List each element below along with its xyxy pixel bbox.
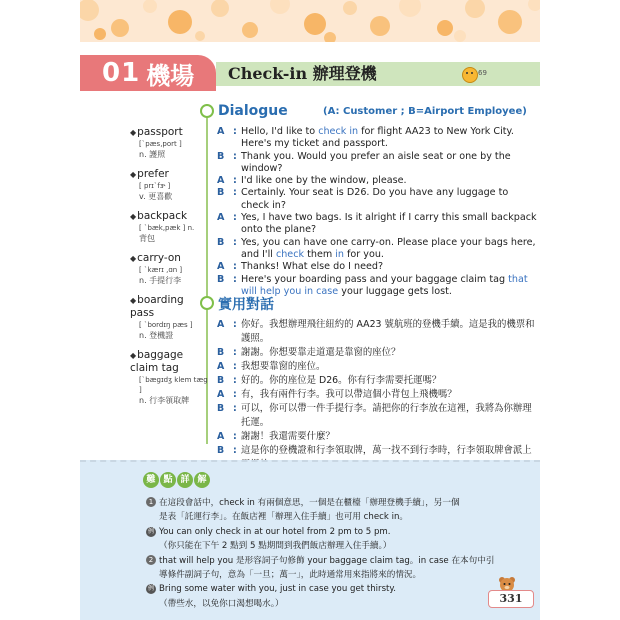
speaker-colon: : bbox=[233, 347, 237, 358]
speaker-colon: : bbox=[233, 212, 237, 224]
speaker-label: B bbox=[217, 236, 225, 248]
vocab-word-text: carry-on bbox=[137, 252, 181, 264]
vocab-word bbox=[130, 210, 208, 223]
speaker-colon: : bbox=[233, 150, 237, 162]
text-segment: Yes, I have two bags. Is it alright if I carry this small backpack onto the plane? bbox=[241, 212, 537, 236]
notes-badge-char: 難 bbox=[143, 472, 159, 488]
decor-dot bbox=[211, 0, 229, 17]
dialogue-text bbox=[241, 261, 537, 273]
vocab-word bbox=[130, 168, 208, 181]
lesson-number: 01 bbox=[102, 58, 141, 88]
note-line bbox=[146, 554, 526, 568]
decor-dot bbox=[242, 22, 258, 38]
note-text: You can only check in at our hotel from 2 pm to 5 pm. bbox=[159, 526, 391, 537]
note-line bbox=[146, 582, 526, 596]
decorative-dot-banner bbox=[80, 0, 540, 42]
vocab-ipa: [ ˋbordɪŋ pæs ] bbox=[139, 321, 193, 329]
decor-dot bbox=[304, 13, 326, 35]
speaker-colon: : bbox=[233, 431, 237, 442]
note-text: that will help you 是形容詞子句修飾 your baggage claim tag。in case 在本句中引 bbox=[159, 555, 495, 566]
speaker-label: B bbox=[217, 273, 225, 285]
speaker-label: A bbox=[217, 261, 225, 273]
chinese-text: 謝謝！我還需要什麼？ bbox=[241, 431, 335, 442]
vocab-definition: n. 行李領取牌 bbox=[139, 396, 190, 405]
vocab-entry bbox=[130, 126, 208, 160]
speaker-colon: : bbox=[233, 261, 237, 273]
page-number: 331 bbox=[488, 590, 534, 608]
chinese-line bbox=[217, 346, 537, 360]
book-page bbox=[80, 0, 540, 620]
decor-dot bbox=[270, 0, 290, 14]
note-text: 是表「託運行李」。在飯店裡「辦理入住手續」也可用 check in。 bbox=[159, 512, 409, 523]
speaker-label: A bbox=[217, 361, 225, 372]
vocab-word bbox=[130, 294, 208, 320]
speaker-colon: : bbox=[233, 319, 237, 330]
lesson-title: Check-in 辦理登機 bbox=[228, 64, 377, 83]
vocab-word-text: backpack bbox=[137, 210, 188, 222]
decor-dot bbox=[528, 0, 540, 11]
text-segment: for flight AA23 to New York City. Here's my ticket and passport. bbox=[241, 126, 514, 150]
chinese-line bbox=[217, 402, 537, 430]
notes-badge bbox=[143, 472, 211, 488]
decor-dot bbox=[399, 0, 421, 17]
diamond-bullet-icon: ◆ bbox=[130, 128, 137, 137]
speaker-label: A bbox=[217, 175, 225, 187]
example-marker-icon: 例 bbox=[147, 585, 154, 593]
example-marker-icon: 例 bbox=[147, 527, 154, 535]
vocab-word bbox=[130, 349, 208, 375]
vocab-word bbox=[130, 126, 208, 139]
chinese-section-marker-icon bbox=[200, 296, 214, 310]
dialogue-roles-note: (A: Customer ; B=Airport Employee) bbox=[323, 106, 527, 117]
text-segment: your luggage gets lost. bbox=[338, 285, 452, 297]
chinese-text: 可以，你可以帶一件手提行李。請把你的行李放在這裡，我將為你辦理托運。 bbox=[241, 403, 532, 428]
vocab-definition: n. 護照 bbox=[139, 150, 166, 159]
grammar-notes-panel bbox=[80, 460, 540, 620]
vocab-entry bbox=[130, 252, 208, 286]
decor-dot bbox=[111, 19, 129, 37]
note-text: （帶些水，以免你口渴想喝水。） bbox=[159, 598, 284, 609]
dialogue-line bbox=[217, 261, 537, 273]
vocab-entry bbox=[130, 349, 208, 406]
dialogue-section-marker-icon bbox=[200, 104, 214, 118]
note-line bbox=[146, 568, 526, 582]
dialogue-text bbox=[241, 237, 537, 262]
speaker-colon: : bbox=[233, 403, 237, 414]
vocabulary-sidebar bbox=[130, 126, 208, 414]
vocab-ipa: [ ˋbæk,pæk ] n. bbox=[139, 224, 195, 232]
text-segment: Thank you. Would you prefer an aisle seat or one by the window? bbox=[241, 150, 511, 174]
vocab-definition: n. 登機證 bbox=[139, 331, 174, 340]
dialogue-text bbox=[241, 151, 537, 176]
chinese-dialogue-heading: 實用對話 bbox=[218, 297, 274, 313]
note-line bbox=[146, 525, 526, 539]
decor-dot bbox=[370, 16, 390, 36]
chinese-text: 有，我有兩件行李。我可以帶這個小背包上飛機嗎？ bbox=[241, 389, 457, 400]
text-segment: Certainly. Your seat is D26. Do you have any luggage to check in? bbox=[241, 187, 509, 211]
highlighted-phrase: check bbox=[275, 248, 305, 260]
speaker-label: B bbox=[217, 445, 225, 456]
highlighted-phrase: that will help you in case bbox=[241, 273, 528, 297]
dialogue-heading: Dialogue bbox=[218, 103, 288, 119]
dialogue-text bbox=[241, 175, 537, 187]
vocab-ipa: [ ˋkærɪ ,ɑn ] bbox=[139, 266, 183, 274]
note-line bbox=[146, 597, 526, 611]
chinese-line bbox=[217, 388, 537, 402]
dialogue-line bbox=[217, 175, 537, 187]
decor-dot bbox=[94, 28, 106, 40]
notes-badge-char: 點 bbox=[160, 472, 176, 488]
speaker-label: A bbox=[217, 212, 225, 224]
vocab-entry bbox=[130, 210, 208, 244]
lesson-label bbox=[80, 55, 216, 91]
vocab-word-text: boarding pass bbox=[130, 294, 184, 319]
speaker-label: B bbox=[217, 187, 225, 199]
dialogue-text bbox=[241, 187, 537, 212]
decor-dot bbox=[343, 1, 357, 15]
vocab-definition: v. 更喜歡 bbox=[139, 192, 173, 201]
dialogue-line bbox=[217, 237, 537, 262]
speaker-colon: : bbox=[233, 445, 237, 456]
speaker-colon: : bbox=[233, 389, 237, 400]
vocab-word-text: prefer bbox=[137, 168, 169, 180]
diamond-bullet-icon: ◆ bbox=[130, 296, 137, 305]
speaker-label: B bbox=[217, 375, 225, 386]
note-line bbox=[146, 496, 526, 510]
notes-badge-char: 解 bbox=[194, 472, 210, 488]
chinese-text: 好的。你的座位是 D26。你有行李需要托運嗎？ bbox=[241, 375, 442, 386]
speaker-colon: : bbox=[233, 175, 237, 187]
chinese-dialogue bbox=[217, 318, 537, 472]
speaker-colon: : bbox=[233, 126, 237, 137]
text-segment: I'd like one by the window, please. bbox=[241, 175, 407, 187]
vocab-ipa: [ prɪˋfɝ ] bbox=[139, 182, 171, 190]
vocab-entry bbox=[130, 168, 208, 202]
note-number-icon: 2 bbox=[146, 555, 156, 565]
note-line bbox=[146, 539, 526, 553]
vocab-entry bbox=[130, 294, 208, 341]
chinese-line bbox=[217, 360, 537, 374]
highlighted-phrase: check in bbox=[318, 126, 359, 137]
text-segment: Thanks! What else do I need? bbox=[241, 261, 384, 273]
chinese-text: 謝謝。你想要靠走道還是靠窗的座位？ bbox=[241, 347, 401, 358]
speaker-colon: : bbox=[233, 273, 237, 285]
speaker-label: A bbox=[217, 126, 225, 137]
dialogue-text bbox=[241, 126, 537, 151]
decor-dot bbox=[324, 32, 336, 42]
dialogue-text bbox=[241, 274, 537, 299]
text-segment: Hello, I'd like to bbox=[241, 126, 319, 137]
speaker-label: A bbox=[217, 389, 225, 400]
chinese-line bbox=[217, 374, 537, 388]
speaker-label: A bbox=[217, 431, 225, 442]
lesson-name: 機場 bbox=[146, 61, 195, 90]
smiley-face-icon bbox=[462, 67, 478, 83]
vocab-word-text: baggage claim tag bbox=[130, 349, 184, 374]
chinese-line bbox=[217, 318, 537, 346]
dialogue-line bbox=[217, 212, 537, 237]
vocab-definition: 背包 bbox=[139, 234, 155, 243]
notes-body bbox=[146, 496, 526, 611]
decor-dot bbox=[498, 10, 522, 34]
note-number-icon: 1 bbox=[146, 497, 156, 507]
vocab-word-text: passport bbox=[137, 126, 183, 138]
decor-dot bbox=[168, 10, 192, 34]
decor-dot bbox=[80, 0, 99, 21]
decor-dot bbox=[437, 20, 453, 36]
note-text: Bring some water with you, just in case you get thirsty. bbox=[159, 584, 397, 595]
speaker-label: B bbox=[217, 403, 225, 414]
dialogue-line bbox=[217, 187, 537, 212]
vocab-ipa: [ˋbægɪdʒ klem tæg ] bbox=[139, 376, 208, 394]
decor-dot bbox=[465, 0, 485, 18]
decor-dot bbox=[195, 31, 205, 41]
vocab-ipa: [ˋpæs,port ] bbox=[139, 140, 182, 148]
diamond-bullet-icon: ◆ bbox=[130, 170, 137, 179]
text-segment: Here's your boarding pass and your baggage claim tag bbox=[241, 273, 509, 285]
diamond-bullet-icon: ◆ bbox=[130, 212, 137, 221]
english-dialogue bbox=[217, 126, 537, 298]
text-segment: Yes, you can have one carry-on. Please place your bags here, and I'll bbox=[241, 236, 536, 260]
chinese-text: 我想要靠窗的座位。 bbox=[241, 361, 326, 372]
dialogue-line bbox=[217, 151, 537, 176]
speaker-label: A bbox=[217, 319, 225, 330]
vocab-definition: n. 手提行李 bbox=[139, 276, 182, 285]
diamond-bullet-icon: ◆ bbox=[130, 254, 137, 263]
note-line bbox=[146, 510, 526, 524]
dialogue-line bbox=[217, 126, 537, 151]
dialogue-text bbox=[241, 212, 537, 237]
vocab-word bbox=[130, 252, 208, 265]
speaker-label: B bbox=[217, 150, 225, 162]
speaker-colon: : bbox=[233, 236, 237, 248]
chinese-text: 這是你的登機證和行李領取牌，萬一找不到行李時，行李領取牌會派上 bbox=[241, 445, 532, 456]
diamond-bullet-icon: ◆ bbox=[130, 351, 137, 360]
text-segment: them bbox=[304, 248, 336, 260]
speaker-colon: : bbox=[233, 187, 237, 199]
note-text: （你只能在下午 2 點到 5 點期間到我們飯店辦理入住手續。） bbox=[159, 541, 392, 552]
note-text: 導條件副詞子句，意為「一旦；萬一」，此時通常用來指將來的情況。 bbox=[159, 570, 422, 581]
text-segment: for you. bbox=[344, 248, 384, 260]
speaker-colon: : bbox=[233, 361, 237, 372]
highlighted-phrase: in bbox=[335, 248, 344, 260]
decor-dot bbox=[454, 30, 466, 42]
speaker-label: B bbox=[217, 347, 225, 358]
note-text: 在這段會話中，check in 有兩個意思，一個是在櫃檯「辦理登機手續」，另一個 bbox=[159, 498, 460, 508]
notes-badge-char: 詳 bbox=[177, 472, 193, 488]
decor-dot bbox=[143, 0, 157, 13]
chinese-text: 你好。我想辦理飛往紐約的 AA23 號航班的登機手續。這是我的機票和護照。 bbox=[241, 319, 535, 344]
chinese-line bbox=[217, 430, 537, 444]
small-page-number: 69 bbox=[478, 69, 487, 77]
speaker-colon: : bbox=[233, 375, 237, 386]
